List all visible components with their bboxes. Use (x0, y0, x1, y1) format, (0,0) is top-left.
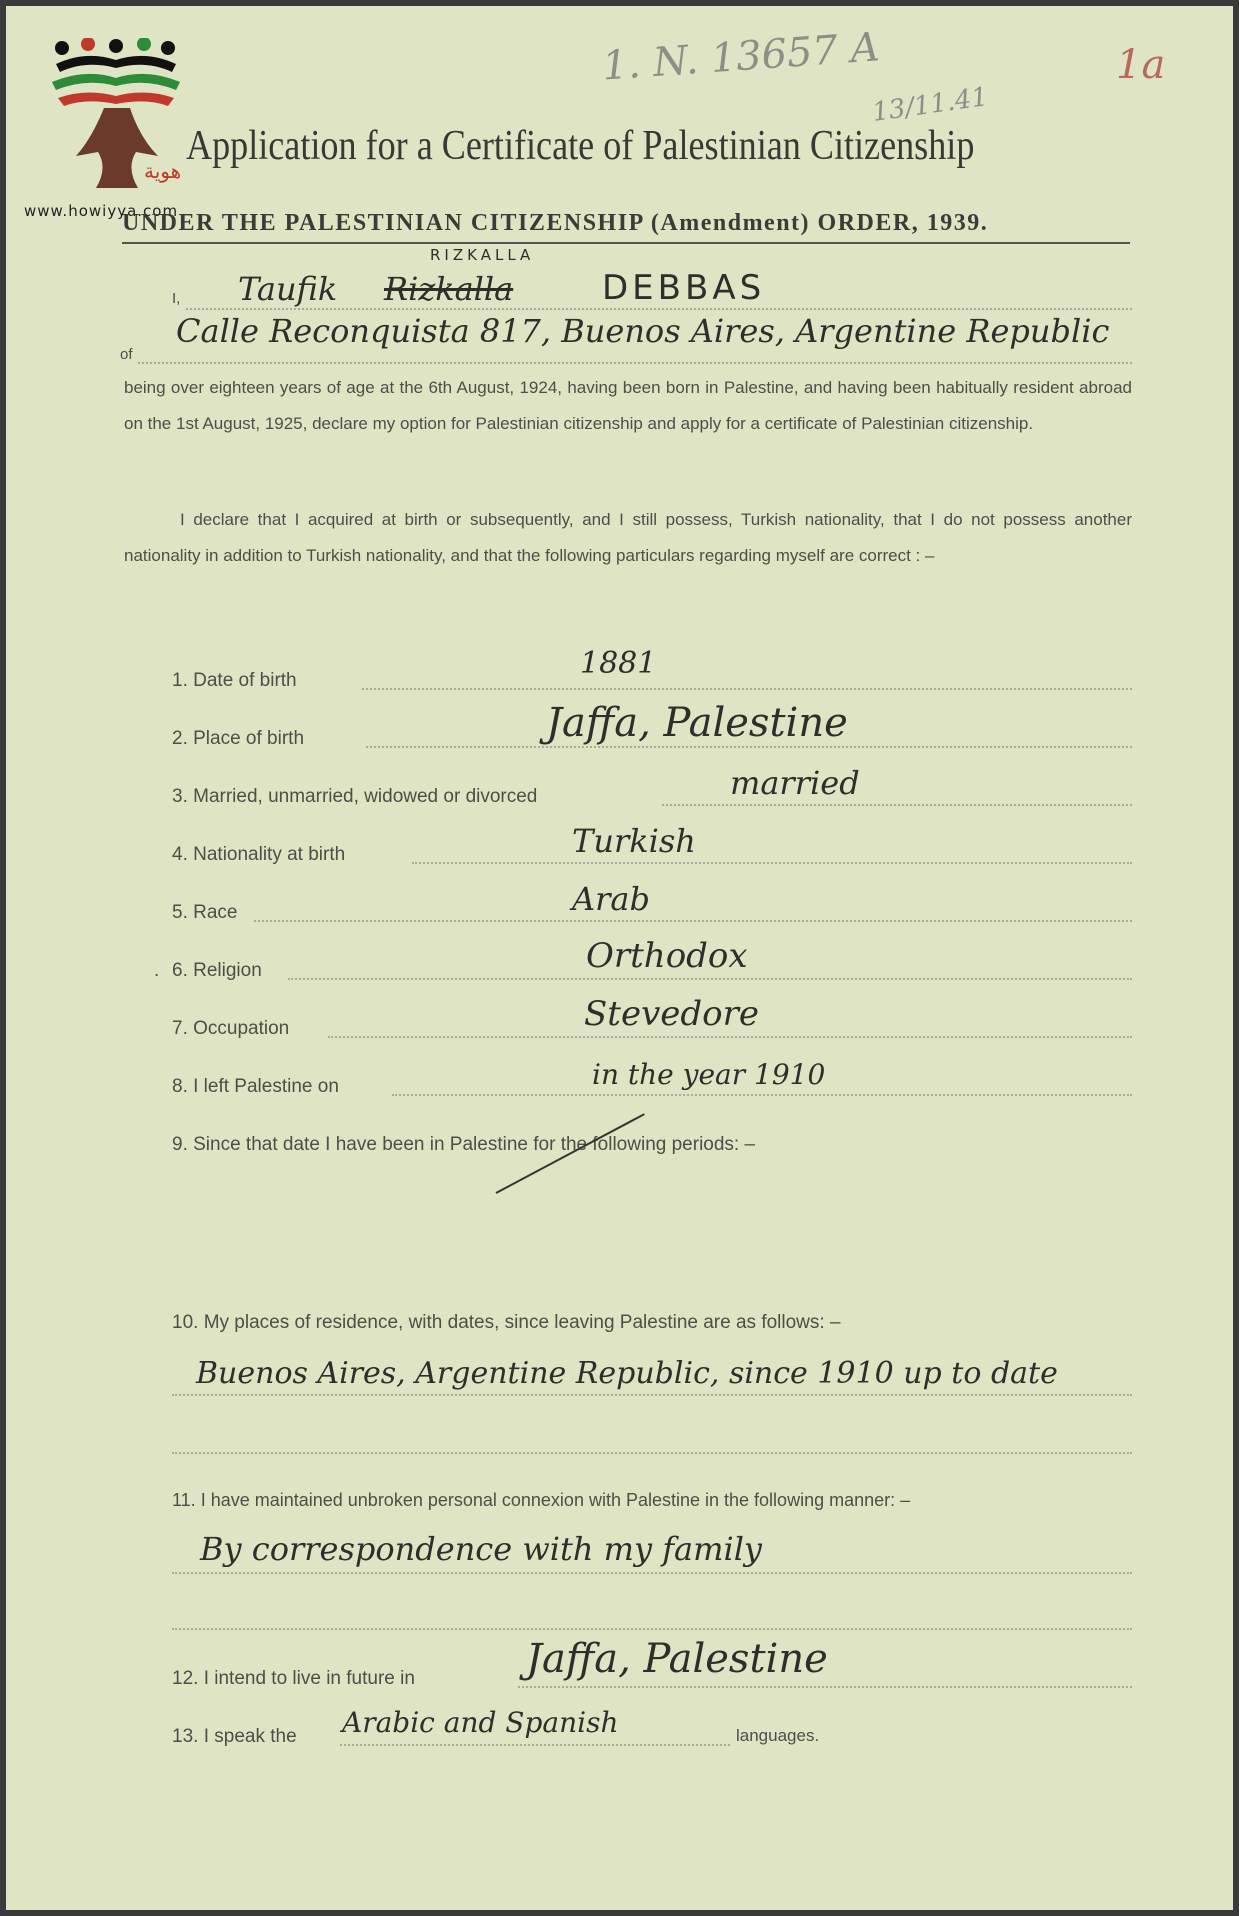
field-label-occupation: 7. Occupation (172, 1018, 290, 1039)
handwritten-date: 13/11.41 (870, 82, 990, 128)
of-label: of (120, 346, 133, 363)
title-rule (122, 242, 1130, 244)
dotted-line (518, 1686, 1132, 1688)
declaration-paragraph-2: I declare that I acquired at birth or subsequently, and I still possess, Turkish nationality, that I do not possess another nationality in addition to Turkish nationality, and that the following particulars regarding myself are correct : – (124, 510, 1132, 565)
dotted-line (362, 688, 1132, 690)
applicant-first-name: Taufik (238, 270, 338, 308)
svg-text:هوية: هوية (144, 159, 182, 183)
declaration-paragraph-1: being over eighteen years of age at the 6th August, 1924, having been born in Palestine, and having been habitually resident abroad on the 1st August, 1925, declare my option for Palestinian citizenship and apply for a certificate of Palestinian citizenship. (124, 378, 1132, 433)
field-value-left-palestine: in the year 1910 (592, 1058, 826, 1091)
application-form (6, 6, 1233, 1910)
q10-value: Buenos Aires, Argentine Republic, since 1910 up to date (196, 1356, 1058, 1391)
q12-value: Jaffa, Palestine (526, 1636, 828, 1682)
q13-label: 13. I speak the (172, 1726, 297, 1747)
form-subtitle: UNDER THE PALESTINIAN CITIZENSHIP (Amendment) ORDER, 1939. (122, 210, 989, 236)
dotted-line (172, 1628, 1132, 1630)
field-value-race: Arab (572, 880, 650, 918)
dotted-line (392, 1094, 1132, 1096)
q10-label: 10. My places of residence, with dates, since leaving Palestine are as follows: – (172, 1312, 841, 1333)
howiyya-logo (46, 38, 186, 198)
field-label-marital-status: 3. Married, unmarried, widowed or divorced (172, 786, 538, 807)
q13-value: Arabic and Spanish (342, 1706, 619, 1739)
address-dotted-line (138, 362, 1132, 364)
i-label: I, (172, 290, 181, 307)
field-label-nationality-at-birth: 4. Nationality at birth (172, 844, 346, 865)
dotted-line (288, 978, 1132, 980)
dotted-line (172, 1452, 1132, 1454)
dotted-line (172, 1572, 1132, 1574)
field-label-left-palestine: 8. I left Palestine on (172, 1076, 339, 1097)
dotted-line (328, 1036, 1132, 1038)
field-value-place-of-birth: Jaffa, Palestine (546, 700, 848, 746)
applicant-surname: DEBBAS (602, 268, 766, 308)
name-dotted-line (186, 308, 1132, 310)
field-label-race: 5. Race (172, 902, 238, 923)
corner-page-mark: 1a (1116, 42, 1166, 88)
field-value-marital-status: married (730, 764, 860, 802)
q11-label: 11. I have maintained unbroken personal connexion with Palestine in the following manner: – (172, 1490, 911, 1510)
applicant-address: Calle Reconquista 817, Buenos Aires, Argentine Republic (176, 312, 1110, 350)
dotted-line (340, 1744, 730, 1746)
field-value-occupation: Stevedore (584, 994, 760, 1034)
field-value-nationality-at-birth: Turkish (572, 822, 696, 860)
field-label-place-of-birth: 2. Place of birth (172, 728, 305, 749)
website-url: www.howiyya.com (24, 202, 179, 220)
q12-label: 12. I intend to live in future in (172, 1668, 415, 1689)
form-title: Application for a Certificate of Palestinian Citizenship (186, 123, 975, 169)
handwritten-serial: 1. N. 13657 A (600, 24, 881, 90)
field-label-religion: 6. Religion (172, 960, 262, 981)
field-value-date-of-birth: 1881 (580, 646, 657, 681)
field-value-religion: Orthodox (586, 936, 748, 976)
dotted-line (254, 920, 1132, 922)
dotted-line (412, 862, 1132, 864)
q13-suffix: languages. (736, 1726, 820, 1745)
dotted-line (172, 1394, 1132, 1396)
field-label-date-of-birth: 1. Date of birth (172, 670, 297, 691)
dotted-line (662, 804, 1132, 806)
applicant-inserted-name: RIZKALLA (430, 246, 535, 264)
applicant-struck-name: Rizkalla (384, 270, 514, 308)
bullet-dot: . (154, 960, 160, 981)
q11-value: By correspondence with my family (200, 1530, 762, 1568)
dotted-line (366, 746, 1132, 748)
q9-label: 9. Since that date I have been in Palestine for the following periods: – (172, 1134, 756, 1155)
